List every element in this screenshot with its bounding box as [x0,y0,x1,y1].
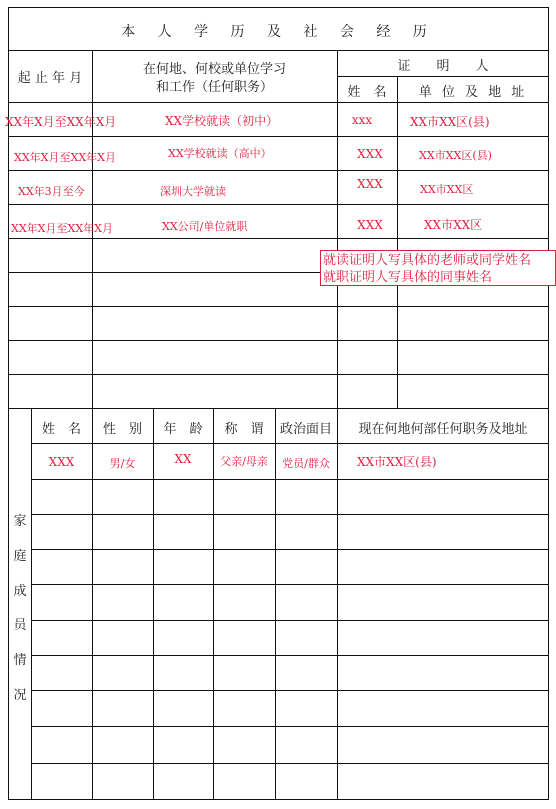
header-period: 起 止 年 月 [17,71,83,86]
rule [31,584,549,585]
rule [397,76,398,408]
history-period-3: XX年3月至今 [18,185,85,198]
family-header-relation: 称 谓 [224,422,264,437]
header-witness: 证 明 人 [397,59,489,74]
history-name-2: XXX [357,147,383,161]
history-name-1: xxx [351,113,373,127]
header-witness-name: 姓 名 [347,85,387,100]
rule [337,408,338,800]
rule [8,374,549,375]
family-label-char: 家 [13,514,27,529]
rule [8,238,549,239]
header-unit-address: 单 位 及 地 址 [418,85,528,100]
family-example-relation: 父亲/母亲 [220,455,268,468]
history-name-4: XXX [357,218,383,232]
rule [31,443,549,444]
family-example-job: XX市XX区(县) [357,455,437,469]
family-label-char: 庭 [13,549,27,564]
history-where-1: XX学校就读（初中） [165,114,279,128]
header-where-line1: 在何地、何校或单位学习 [142,62,286,77]
history-where-4: XX公司/单位就职 [162,220,248,233]
history-period-2: XX年X月至XX年X月 [14,151,116,164]
note-line-1: 就读证明人写具体的老师或同学姓名 [323,253,532,268]
rule [337,76,549,77]
rule [31,620,549,621]
rule [8,204,549,205]
rule [8,50,549,51]
rule [31,549,549,550]
family-label-char: 员 [13,618,27,633]
family-header-job: 现在何地何部任何职务及地址 [358,422,528,437]
note-line-2: 就职证明人写具体的同事姓名 [323,270,493,285]
rule [31,479,549,480]
history-address-4: XX市XX区 [424,218,483,232]
history-period-4: XX年X月至XX年X月 [11,222,113,235]
form-title: 本 人 学 历 及 社 会 经 历 [121,24,436,40]
history-name-3: XXX [357,177,383,191]
history-where-2: XX学校就读（高中） [168,147,272,160]
rule [31,690,549,691]
rule [337,50,338,408]
rule [8,306,549,307]
history-address-3: XX市XX区 [420,183,474,196]
header-where-line2: 和工作（任何职务） [155,80,273,95]
rule [8,408,549,409]
family-example-name: XXX [48,455,75,469]
family-label-char: 成 [13,584,27,599]
family-header-name: 姓 名 [41,422,81,437]
family-example-gender: 男/女 [109,457,136,470]
family-label-char: 情 [13,653,27,668]
history-where-3: 深圳大学就读 [160,185,226,198]
family-example-political: 党员/群众 [282,457,330,470]
rule [8,136,549,137]
rule [31,726,549,727]
history-address-2: XX市XX区(县) [419,149,492,162]
family-header-age: 年 龄 [163,422,203,437]
instruction-note [320,250,556,286]
history-address-1: XX市XX区(县) [410,115,490,129]
history-period-1: XX年X月至XX年X月 [5,115,117,129]
rule [153,408,154,800]
rule [31,514,549,515]
rule [31,655,549,656]
family-example-age: XX [174,452,192,466]
family-header-political: 政治面目 [279,422,332,437]
family-label-char: 况 [13,688,27,703]
family-header-gender: 性 别 [102,422,142,437]
rule [8,170,549,171]
rule [8,340,549,341]
rule [31,763,549,764]
rule [8,102,549,103]
